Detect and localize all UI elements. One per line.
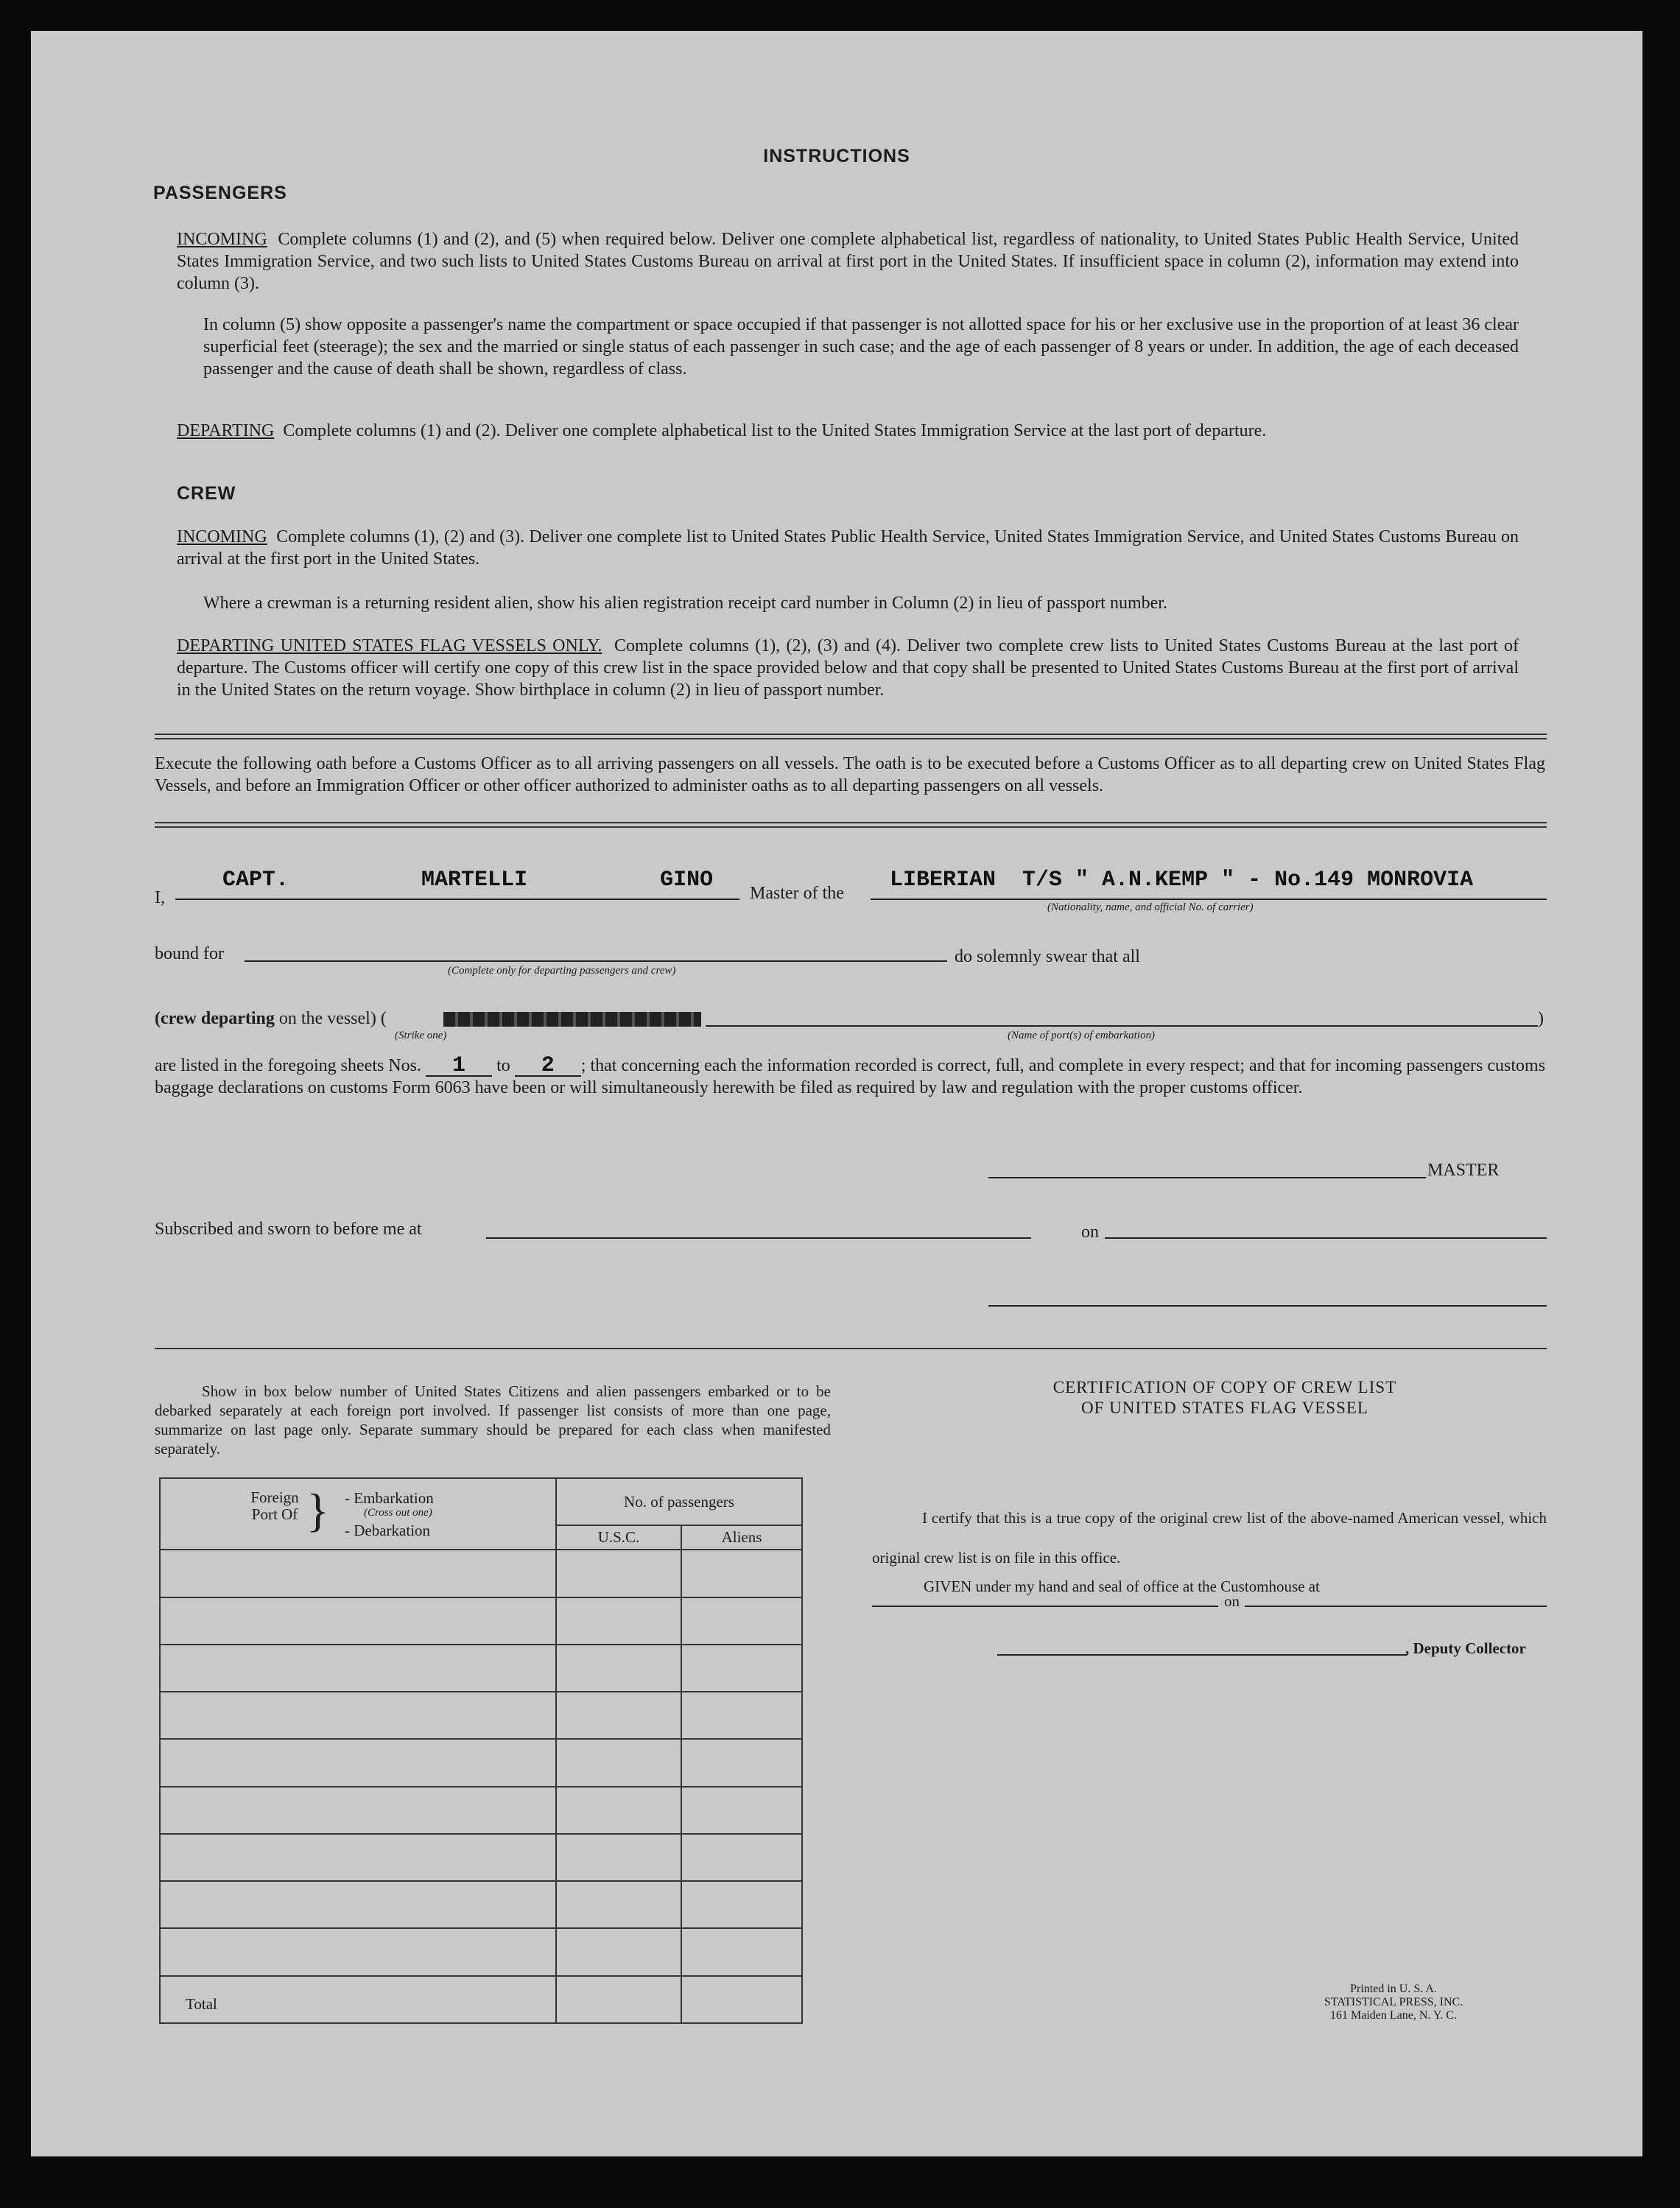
usc-cell[interactable] <box>556 1928 681 1975</box>
usc-cell[interactable] <box>556 1881 681 1928</box>
debarkation-label[interactable]: - Debarkation <box>345 1522 431 1539</box>
aliens-cell[interactable] <box>681 1787 802 1834</box>
crew-departing-line: (crew departing on the vessel) ( <box>155 1009 387 1028</box>
bound-for-caption: (Complete only for departing passengers and crew) <box>448 965 676 977</box>
usc-total-cell[interactable] <box>556 1976 681 2023</box>
passengers-departing-paragraph <box>177 420 1519 442</box>
vessel-line <box>871 899 1547 900</box>
passenger-summary-table <box>159 1477 803 2024</box>
lower-divider <box>155 1348 1547 1349</box>
master-of-label: Master of the <box>750 884 844 903</box>
crew-departing-label: (crew departing <box>155 1009 275 1028</box>
passengers-incoming-label: INCOMING <box>177 230 267 249</box>
subscribed-on-label: on <box>1081 1223 1099 1242</box>
struck-out-text <box>443 1012 701 1027</box>
passengers-departing-text: Complete columns (1) and (2). Deliver one complete alphabetical list to the United States Immigration Service at the last port of departure. <box>283 421 1267 440</box>
certification-title-line1: CERTIFICATION OF COPY OF CREW LIST <box>1052 1378 1397 1396</box>
usc-header: U.S.C. <box>556 1525 681 1550</box>
passengers-heading: PASSENGERS <box>153 183 287 203</box>
aliens-cell[interactable] <box>681 1881 802 1928</box>
form-sheet <box>31 31 1642 2156</box>
certification-title-line2: OF UNITED STATES FLAG VESSEL <box>1081 1399 1368 1417</box>
aliens-cell[interactable] <box>681 1928 802 1975</box>
foreign-port-of-label: Foreign Port Of <box>250 1488 299 1523</box>
officer-signature-line[interactable] <box>988 1305 1547 1307</box>
close-paren: ) <box>1538 1009 1544 1028</box>
master-signature-line[interactable] <box>988 1177 1426 1178</box>
page-title: INSTRUCTIONS <box>763 146 910 166</box>
passengers-incoming-paragraph <box>177 228 1519 295</box>
port-cell[interactable] <box>160 1692 556 1739</box>
printer-line2: STATISTICAL PRESS, INC. <box>1324 1996 1463 2008</box>
aliens-header: Aliens <box>681 1525 802 1550</box>
certification-title <box>904 1377 1545 1418</box>
strike-one-caption: (Strike one) <box>395 1030 447 1041</box>
passengers-column5-paragraph: In column (5) show opposite a passenger's name the compartment or space occupied if that passenger is not allotted space for his or her exclusive use in the proportion of at least 36 clear superficial feet (steerage); the sex and the married or single status of each passenger in such case; and the age of each passenger of 8 years or under. In addition, the age of each deceased passenger and the cause of death shall be shown, regardless of class. <box>203 315 1519 379</box>
usc-cell[interactable] <box>556 1597 681 1645</box>
usc-cell[interactable] <box>556 1645 681 1692</box>
no-passengers-header: No. of passengers <box>556 1478 802 1525</box>
crew-departing-text: Complete columns (1), (2), (3) and (4). Deliver two complete crew lists to United States Customs Bureau at the last port of departure. The Customs officer will certify one copy of this crew list in the space provided below and that copy shall be presented to United States Customs Bureau at the first port of arrival in the United States on the return voyage. Show birthplace in column (2) in lieu of passport number. <box>177 636 1519 700</box>
sheets-paragraph <box>155 1055 1545 1099</box>
foreign-port-header <box>160 1478 556 1550</box>
crew-incoming-label: INCOMING <box>177 527 267 546</box>
usc-cell[interactable] <box>556 1550 681 1597</box>
master-label: MASTER <box>1427 1161 1500 1180</box>
oath-divider <box>155 822 1547 828</box>
aliens-cell[interactable] <box>681 1550 802 1597</box>
aliens-cell[interactable] <box>681 1692 802 1739</box>
sheets-prefix: are listed in the foregoing sheets Nos. <box>155 1056 422 1075</box>
vessel-caption: (Nationality, name, and official No. of carrier) <box>1047 901 1254 913</box>
aliens-cell[interactable] <box>681 1645 802 1692</box>
port-cell[interactable] <box>160 1597 556 1645</box>
to-label: to <box>496 1056 510 1075</box>
usc-cell[interactable] <box>556 1692 681 1739</box>
ports-caption: (Name of port(s) of embarkation) <box>1008 1030 1155 1041</box>
passengers-incoming-text: Complete columns (1) and (2), and (5) when required below. Deliver one complete alphabetical list, regardless of nationality, to United States Public Health Service, United States Immigration Service, and two such lists to United States Customs Bureau on arrival at first port in the United States. If insufficient space in column (2), information may extend into column (3). <box>177 230 1519 293</box>
on-vessel-text: on the vessel) <box>278 1009 376 1028</box>
aliens-total-cell[interactable] <box>681 1976 802 2023</box>
crew-resident-paragraph: Where a crewman is a returning resident alien, show his alien registration receipt card number in Column (2) in lieu of passport number. <box>203 594 1167 613</box>
summary-instructions: Show in box below number of United States Citizens and alien passengers embarked or to be debarked separately at each foreign port involved. If passenger list consists of more than one page, summarize on last page only. Separate summary should be prepared for each class when manifested separately. <box>155 1382 831 1458</box>
aliens-cell[interactable] <box>681 1834 802 1881</box>
crew-incoming-text: Complete columns (1), (2) and (3). Deliver one complete list to United States Public Health Service, United States Immigration Service, and United States Customs Bureau on arrival at the first port in the United States. <box>177 527 1519 569</box>
subscribed-date-line[interactable] <box>1105 1237 1547 1239</box>
certification-date-line[interactable] <box>1245 1606 1547 1607</box>
embarkation-label[interactable]: - Embarkation <box>345 1489 434 1507</box>
deputy-collector-label: , Deputy Collector <box>1405 1639 1526 1657</box>
brace-glyph: } <box>306 1484 329 1536</box>
usc-cell[interactable] <box>556 1739 681 1786</box>
port-cell[interactable] <box>160 1645 556 1692</box>
printer-line1: Printed in U. S. A. <box>1350 1983 1437 1995</box>
port-cell[interactable] <box>160 1928 556 1975</box>
port-cell[interactable] <box>160 1787 556 1834</box>
sheets-suffix: ; that concerning each the information recorded is correct, full, and complete in every respect; and that for incoming passengers customs baggage declarations on customs Form 6063 have been or will simultaneously herewith be filed as required by law and regulation with the proper customs officer. <box>155 1056 1546 1097</box>
crew-departing-paragraph <box>177 635 1519 701</box>
master-name-line <box>175 899 739 900</box>
swear-text: do solemnly swear that all <box>955 947 1140 966</box>
crew-departing-label: DEPARTING UNITED STATES FLAG VESSELS ONLY. <box>177 636 602 655</box>
oath-i-label: I, <box>155 888 165 907</box>
given-text: GIVEN under my hand and seal of office at the Customhouse at <box>924 1578 1320 1595</box>
certification-on-label: on <box>1224 1592 1240 1610</box>
crew-heading: CREW <box>177 483 236 504</box>
printer-imprint <box>1283 1983 1504 2022</box>
subscribed-place-line[interactable] <box>486 1237 1031 1239</box>
oath-intro: Execute the following oath before a Customs Officer as to all arriving passengers on all vessels. The oath is to be executed before a Customs Officer as to all departing crew on United States Flag Vessels, and before an Immigration Officer or other officer authorized to administer oaths as to all departing passengers on all vessels. <box>155 754 1545 795</box>
port-cell[interactable] <box>160 1739 556 1786</box>
master-name-field[interactable]: CAPT. MARTELLI GINO <box>222 868 714 893</box>
aliens-cell[interactable] <box>681 1739 802 1786</box>
port-cell[interactable] <box>160 1550 556 1597</box>
total-label: Total <box>160 1976 556 2023</box>
aliens-cell[interactable] <box>681 1597 802 1645</box>
embarkation-ports-line[interactable] <box>706 1025 1538 1027</box>
section-divider <box>155 734 1547 739</box>
bound-for-line[interactable] <box>245 960 947 962</box>
usc-cell[interactable] <box>556 1834 681 1881</box>
sheet-from-field[interactable]: 1 <box>426 1056 492 1077</box>
port-cell[interactable] <box>160 1834 556 1881</box>
passengers-departing-label: DEPARTING <box>177 421 275 440</box>
bound-for-label: bound for <box>155 944 224 963</box>
vessel-field[interactable]: LIBERIAN T/S " A.N.KEMP " - No.149 MONROVIA <box>890 868 1474 893</box>
deputy-signature-line[interactable] <box>997 1654 1407 1656</box>
sheet-to-field[interactable]: 2 <box>515 1056 581 1077</box>
crew-incoming-paragraph <box>177 526 1519 570</box>
usc-cell[interactable] <box>556 1787 681 1834</box>
port-cell[interactable] <box>160 1881 556 1928</box>
customhouse-line[interactable] <box>872 1606 1218 1607</box>
subscribed-label: Subscribed and sworn to before me at <box>155 1220 422 1239</box>
certify-text: I certify that this is a true copy of the original crew list of the above-named American vessel, which original crew list is on file in this office. <box>872 1509 1547 1567</box>
printer-line3: 161 Maiden Lane, N. Y. C. <box>1330 2009 1457 2022</box>
cross-out-caption: (Cross out one) <box>364 1507 432 1519</box>
